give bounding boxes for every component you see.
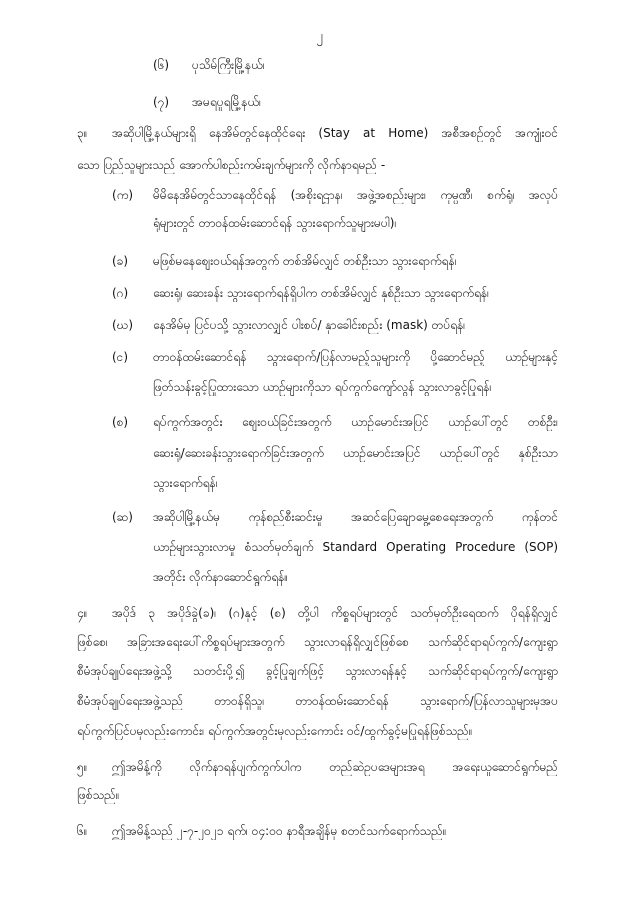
item-hsa-number: (ဆ) <box>112 510 133 524</box>
para-3-line-2: သော ပြည်သူများသည် အောက်ပါစည်းကမ်းချက်များကို လိုက်နာရမည် - <box>77 158 386 172</box>
para-4-line-4: စီမံအုပ်ချုပ်ရေးအဖွဲ့သည် တာဝန်ရှိသူ၊ တာဝန်ထမ်းဆောင်ရန် သွားရောက်/ပြန်လာသူများမှအပ <box>77 694 558 708</box>
item-gha-number: (ဃ) <box>112 318 134 332</box>
item-kha-number: (ခ) <box>112 254 129 268</box>
para-3-number: ၃။ <box>77 126 88 140</box>
item-hsa-line-1: အဆိုပါမြို့နယ်မှ ကုန်စည်စီးဆင်းမှု အဆင်ပြေချောမွေ့စေရေးအတွက် ကုန်တင် <box>153 510 558 524</box>
item-ga-line-1: ဆေးရုံ၊ ဆေးခန်း သွားရောက်ရန်ရှိပါက တစ်အိမ်လျှင် နှစ်ဦးသာ သွားရောက်ရန်၊ <box>153 286 490 300</box>
item-7-line-1: အမရပူရမြို့နယ်၊ <box>192 95 261 109</box>
item-sa-number: (စ) <box>112 415 129 429</box>
item-nga-line-2: ဖြတ်သန်းခွင့်ပြုထားသော ယာဉ်များကိုသာ ရပ်ကွက်ကျော်လွန် သွားလာခွင့်ပြုရန်၊ <box>153 380 492 394</box>
item-ka-number: (က) <box>112 188 134 202</box>
item-6-number: (၆) <box>153 58 170 72</box>
para-4-line-2: ဖြစ်စေ၊ အခြားအရေးပေါ်ကိစ္စရပ်များအတွက် သွားလာရန်ရှိလျှင်ဖြစ်စေ သက်ဆိုင်ရာရပ်ကွက်/ကျေးရွာ <box>77 635 558 649</box>
item-sa-line-1: ရပ်ကွက်အတွင်း စျေးဝယ်ခြင်းအတွက် ယာဉ်မောင်းအပြင် ယာဉ်ပေါ်တွင် တစ်ဦး၊ <box>153 415 558 429</box>
para-6-number: ၆။ <box>77 824 88 838</box>
para-3-line-1: အဆိုပါမြို့နယ်များရှိ နေအိမ်တွင်နေထိုင်ရေး (Stay at Home) အစီအစဉ်တွင် အကျုံးဝင် <box>112 126 558 140</box>
para-5-number: ၅။ <box>77 760 88 774</box>
item-hsa-line-2: ယာဉ်များသွားလာမှု စံသတ်မှတ်ချက် Standard Operating Procedure (SOP) <box>153 540 558 554</box>
para-5-line-1: ဤအမိန့်ကို လိုက်နာရန်ပျက်ကွက်ပါက တည်ဆဲဥပဒေများအရ အရေးယူဆောင်ရွက်မည် <box>112 760 558 774</box>
item-gha-line-1: နေအိမ်မှ ပြင်ပသို့ သွားလာလျှင် ပါးစပ်/ နှာခေါင်းစည်း (mask) တပ်ရန်၊ <box>153 318 466 332</box>
page-number: ၂ <box>316 29 323 44</box>
item-sa-line-2: ဆေးရုံ/ဆေးခန်းသွားရောက်ခြင်းအတွက် ယာဉ်မောင်းအပြင် ယာဉ်ပေါ်တွင် နှစ်ဦးသာ <box>153 446 558 460</box>
item-nga-line-1: တာဝန်ထမ်းဆောင်ရန် သွားရောက်/ပြန်လာမည့်သူများကို ပို့ဆောင်မည့် ယာဉ်များနှင့် <box>153 350 558 364</box>
item-sa-line-3: သွားရောက်ရန်၊ <box>153 476 218 490</box>
para-4-line-1: အပိုဒ် ၃ အပိုဒ်ခွဲ(ခ)၊ (ဂ)နှင့် (စ) တို့ပါ ကိစ္စရပ်များတွင် သတ်မှတ်ဦးရေထက် ပိုရန်ရှိလျှင် <box>112 606 558 620</box>
para-6-line-1: ဤအမိန့်သည် ၂-၇-၂၀၂၁ ရက်၊ ဝ၄:၀၀ နာရီအချိန်မှ စတင်သက်ရောက်သည်။ <box>112 824 447 838</box>
item-hsa-line-3: အတိုင်း လိုက်နာဆောင်ရွက်ရန်။ <box>153 570 288 584</box>
item-kha-line-1: မဖြစ်မနေစျေးဝယ်ရန်အတွက် တစ်အိမ်လျှင် တစ်ဦးသာ သွားရောက်ရန်၊ <box>153 254 457 268</box>
para-4-number: ၄။ <box>77 606 88 620</box>
item-ga-number: (ဂ) <box>112 286 129 300</box>
para-5-line-2: ဖြစ်သည်။ <box>77 788 120 802</box>
item-nga-number: (င) <box>112 350 129 364</box>
para-4-line-3: စီမံအုပ်ချုပ်ရေးအဖွဲ့သို့ သတင်းပို့၍ ခွင့်ပြုချက်ဖြင့် သွားလာရန်နှင့် သက်ဆိုင်ရာရပ်ကွက်/ကျေးရွာ <box>77 664 558 678</box>
item-ka-line-2: ရုံများတွင် တာဝန်ထမ်းဆောင်ရန် သွားရောက်သူများမပါ)၊ <box>153 216 397 230</box>
item-7-number: (၇) <box>153 95 170 109</box>
item-6-line-1: ပုသိမ်ကြီးမြို့နယ်၊ <box>192 58 265 72</box>
para-4-line-5: ရပ်ကွက်ပြင်ပမှလည်းကောင်း၊ ရပ်ကွက်အတွင်းမှလည်းကောင်း ဝင်/ထွက်ခွင့်မပြုရန်ဖြစ်သည်။ <box>77 724 473 738</box>
item-ka-line-1: မိမိနေအိမ်တွင်သာနေထိုင်ရန် (အစိုးရဌာန၊ အဖွဲ့အစည်းများ၊ ကုမ္ပဏီ၊ စက်ရုံ၊ အလုပ် <box>153 188 558 202</box>
